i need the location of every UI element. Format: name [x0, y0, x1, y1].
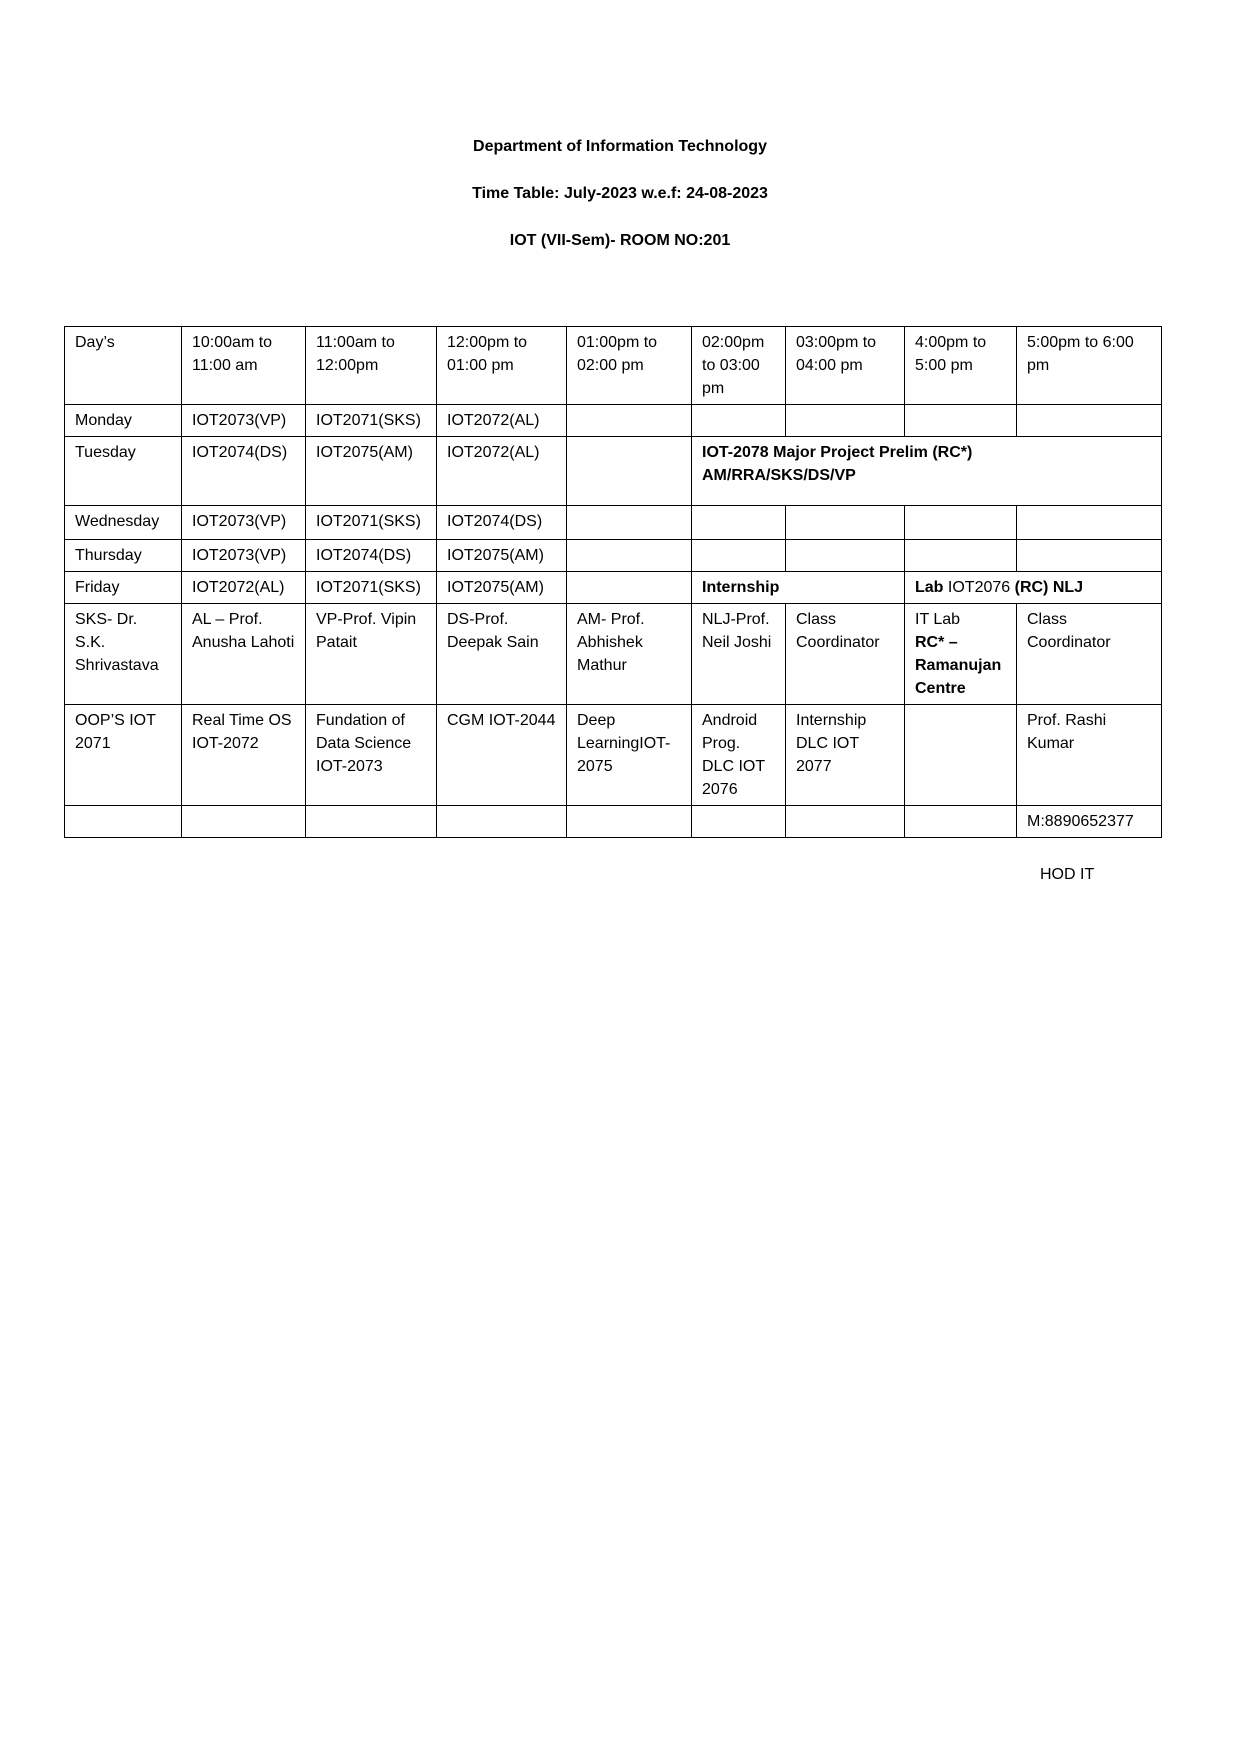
lab-faculty: NLJ — [1048, 579, 1084, 596]
header-cell: 03:00pm to 04:00 pm — [786, 327, 905, 405]
subject-cell: Android Prog. DLC IOT 2076 — [692, 705, 786, 806]
header-cell: 11:00am to 12:00pm — [306, 327, 437, 405]
empty-cell — [306, 806, 437, 838]
it-lab-cell — [905, 604, 1017, 705]
class-room-title: IOT (VII-Sem)- ROOM NO:201 — [509, 232, 731, 249]
contact-row — [65, 806, 1162, 838]
empty-cell — [567, 806, 692, 838]
header-row — [65, 327, 1162, 405]
empty-cell — [437, 806, 567, 838]
day-cell: Wednesday — [65, 506, 182, 540]
header-cell: 02:00pm to 03:00 pm — [692, 327, 786, 405]
subject-cell: Fundation of Data Science IOT-2073 — [306, 705, 437, 806]
faculty-cell: VP-Prof. Vipin Patait — [306, 604, 437, 705]
class-coordinator-cell: Class Coordinator — [1017, 604, 1162, 705]
empty-cell — [65, 806, 182, 838]
header-cell: 01:00pm to 02:00 pm — [567, 327, 692, 405]
empty-cell — [567, 506, 692, 540]
table-cell: IOT2073(VP) — [182, 506, 306, 540]
empty-cell — [905, 705, 1017, 806]
empty-cell — [692, 540, 786, 572]
hod-signature-label: HOD IT — [1040, 866, 1095, 883]
major-project-cell — [692, 437, 1162, 506]
subject-row — [65, 705, 1162, 806]
faculty-cell: NLJ-Prof. Neil Joshi — [692, 604, 786, 705]
table-row-wednesday — [65, 506, 1162, 540]
table-cell: IOT2073(VP) — [182, 540, 306, 572]
major-project-faculty: AM/RRA/SKS/DS/VP — [702, 467, 856, 484]
major-project-title: IOT-2078 Major Project Prelim (RC*) — [702, 444, 973, 461]
lab-label: Lab — [915, 579, 944, 596]
table-cell: IOT2074(DS) — [306, 540, 437, 572]
subject-cell: Real Time OS IOT-2072 — [182, 705, 306, 806]
table-cell: IOT2072(AL) — [182, 572, 306, 604]
empty-cell — [786, 540, 905, 572]
table-cell: IOT2074(DS) — [437, 506, 567, 540]
internship-cell: Internship — [692, 572, 905, 604]
empty-cell — [692, 506, 786, 540]
faculty-cell: DS-Prof. Deepak Sain — [437, 604, 567, 705]
empty-cell — [182, 806, 306, 838]
day-cell: Tuesday — [65, 437, 182, 506]
table-cell: IOT2075(AM) — [306, 437, 437, 506]
faculty-row — [65, 604, 1162, 705]
subject-cell: CGM IOT-2044 — [437, 705, 567, 806]
table-cell: IOT2074(DS) — [182, 437, 306, 506]
table-cell: IOT2072(AL) — [437, 437, 567, 506]
empty-cell — [1017, 405, 1162, 437]
day-cell: Thursday — [65, 540, 182, 572]
empty-cell — [567, 437, 692, 506]
lab-room: (RC) — [1014, 579, 1049, 596]
empty-cell — [567, 405, 692, 437]
mobile-number-cell: M:8890652377 — [1017, 806, 1162, 838]
empty-cell — [905, 506, 1017, 540]
table-row-thursday — [65, 540, 1162, 572]
faculty-cell: Class Coordinator — [786, 604, 905, 705]
empty-cell — [786, 506, 905, 540]
table-row-monday — [65, 405, 1162, 437]
subject-cell: Internship DLC IOT 2077 — [786, 705, 905, 806]
table-row-friday — [65, 572, 1162, 604]
lab-code: IOT2076 — [943, 579, 1015, 596]
table-cell: IOT2075(AM) — [437, 540, 567, 572]
empty-cell — [1017, 506, 1162, 540]
empty-cell — [786, 405, 905, 437]
header-cell: 12:00pm to 01:00 pm — [437, 327, 567, 405]
it-lab-label: IT Lab — [915, 611, 961, 628]
empty-cell — [1017, 540, 1162, 572]
table-cell: IOT2071(SKS) — [306, 405, 437, 437]
header-cell: 5:00pm to 6:00 pm — [1017, 327, 1162, 405]
empty-cell — [786, 806, 905, 838]
empty-cell — [905, 806, 1017, 838]
faculty-cell: SKS- Dr. S.K. Shrivastava — [65, 604, 182, 705]
timetable-title: Time Table: July-2023 w.e.f: 24-08-2023 — [472, 185, 768, 202]
table-cell: IOT2071(SKS) — [306, 506, 437, 540]
department-title: Department of Information Technology — [473, 138, 767, 155]
empty-cell — [567, 572, 692, 604]
table-cell: IOT2071(SKS) — [306, 572, 437, 604]
empty-cell — [567, 540, 692, 572]
day-cell: Monday — [65, 405, 182, 437]
day-cell: Friday — [65, 572, 182, 604]
empty-cell — [692, 405, 786, 437]
subject-cell: Deep LearningIOT-2075 — [567, 705, 692, 806]
subject-cell: OOP’S IOT 2071 — [65, 705, 182, 806]
header-cell: 4:00pm to 5:00 pm — [905, 327, 1017, 405]
table-cell: IOT2072(AL) — [437, 405, 567, 437]
coordinator-name-cell: Prof. Rashi Kumar — [1017, 705, 1162, 806]
empty-cell — [905, 405, 1017, 437]
table-cell: IOT2073(VP) — [182, 405, 306, 437]
faculty-cell: AL – Prof. Anusha Lahoti — [182, 604, 306, 705]
lab-cell — [905, 572, 1162, 604]
header-cell: 10:00am to 11:00 am — [182, 327, 306, 405]
header-cell: Day’s — [65, 327, 182, 405]
faculty-cell: AM- Prof. Abhishek Mathur — [567, 604, 692, 705]
timetable — [64, 326, 1162, 838]
empty-cell — [905, 540, 1017, 572]
ramanujan-centre-label: RC* – Ramanujan Centre — [915, 634, 1002, 697]
empty-cell — [692, 806, 786, 838]
table-cell: IOT2075(AM) — [437, 572, 567, 604]
table-row-tuesday — [65, 437, 1162, 506]
